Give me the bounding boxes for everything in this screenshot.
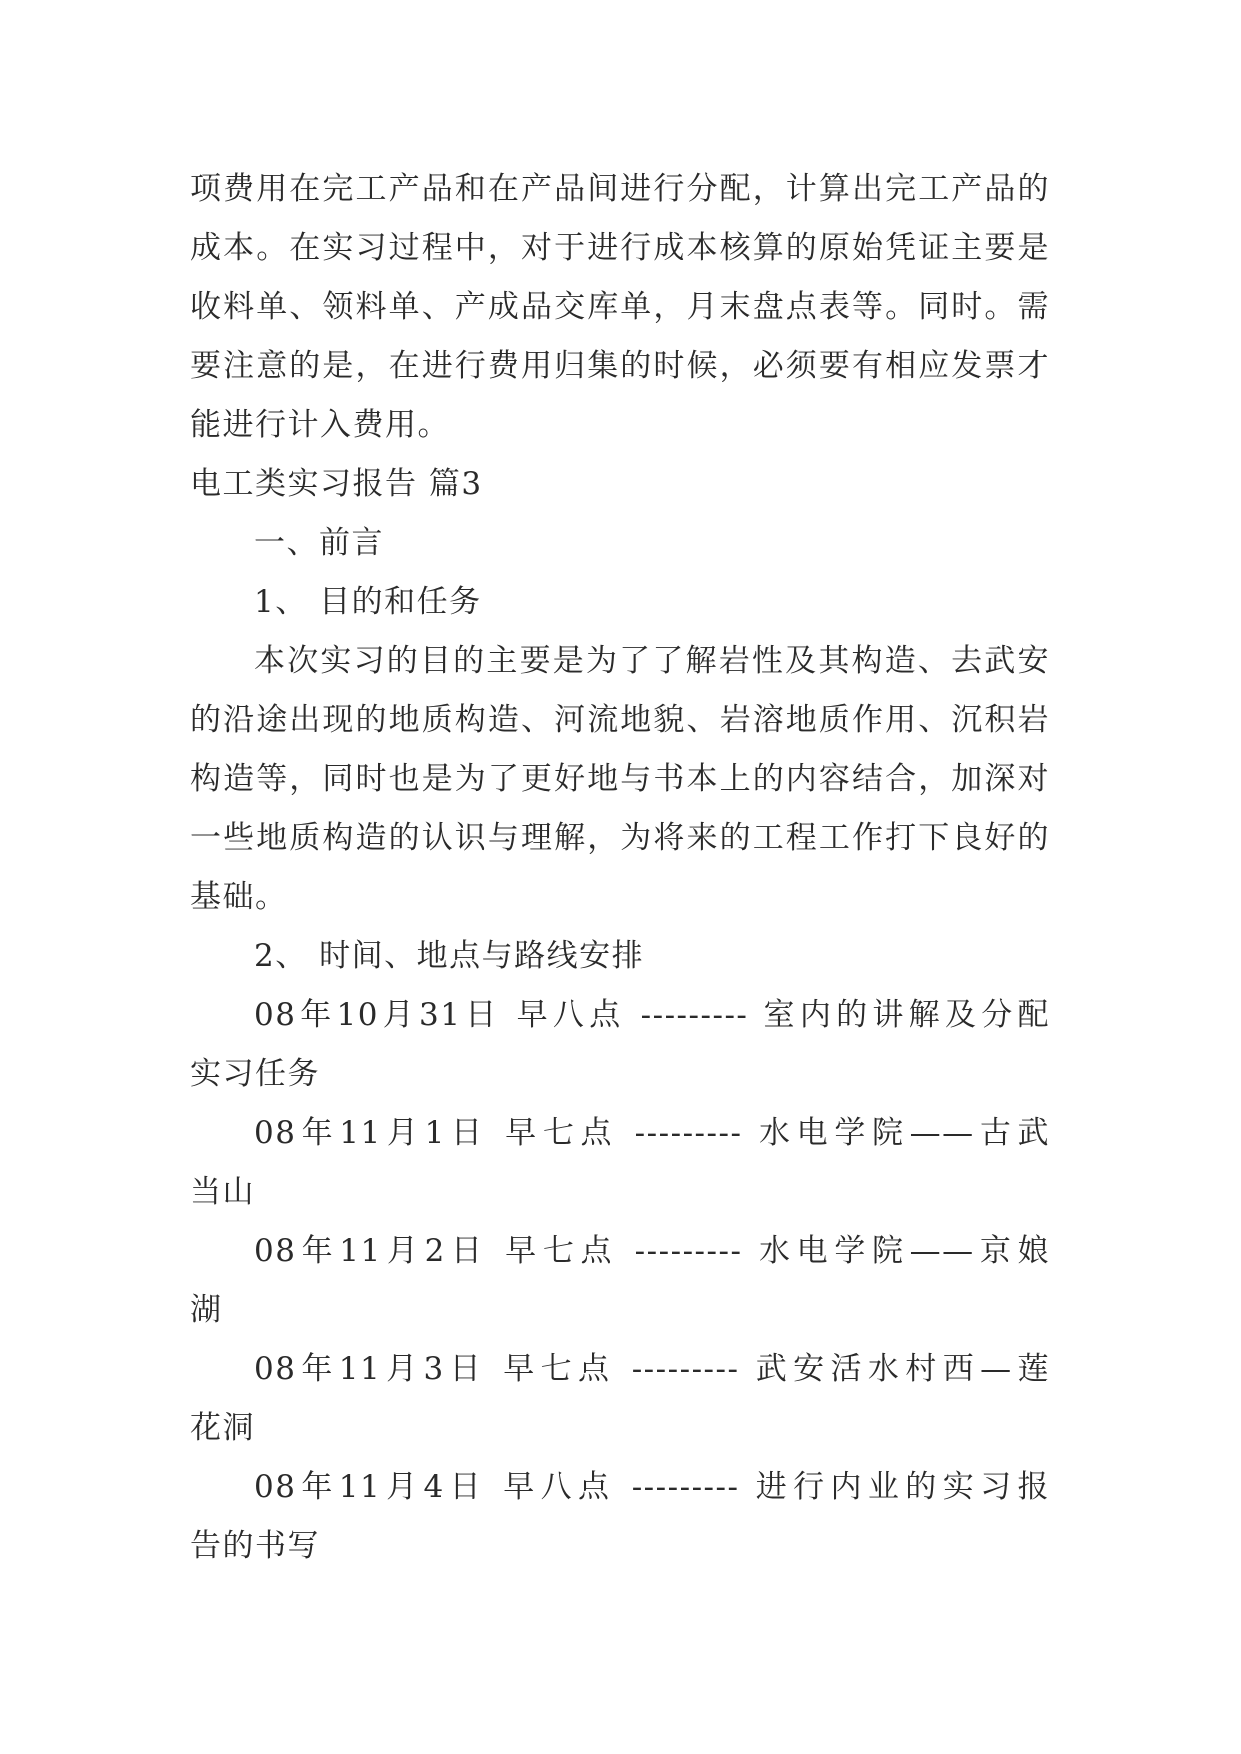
section-title: 电工类实习报告 篇3 — [190, 466, 483, 502]
schedule-line: 08年10月31日 早八点 --------- 室内的讲解及分配 — [254, 997, 1050, 1033]
text-line: 要注意的是，在进行费用归集的时候，必须要有相应发票才 — [190, 348, 1050, 384]
subheading-purpose: 1、 目的和任务 — [254, 584, 482, 620]
text-line: 能进行计入费用。 — [190, 407, 450, 443]
schedule-line-continued: 实习任务 — [190, 1056, 320, 1092]
text-line: 成本。在实习过程中，对于进行成本核算的原始凭证主要是 — [190, 230, 1050, 266]
schedule-line-continued: 湖 — [190, 1292, 223, 1328]
document-body — [190, 160, 1050, 1576]
schedule-line: 08年11月1日 早七点 --------- 水电学院——古武 — [254, 1115, 1050, 1151]
text-line: 收料单、领料单、产成品交库单，月末盘点表等。同时。需 — [190, 289, 1050, 325]
schedule-line-continued: 告的书写 — [190, 1528, 320, 1564]
schedule-line-continued: 花洞 — [190, 1410, 255, 1446]
schedule-item — [190, 986, 1050, 1104]
schedule-item — [190, 1340, 1050, 1458]
purpose-paragraph — [190, 632, 1050, 927]
schedule-list — [190, 986, 1050, 1576]
intro-paragraph — [190, 160, 1050, 455]
schedule-item — [190, 1458, 1050, 1576]
schedule-line: 08年11月2日 早七点 --------- 水电学院——京娘 — [254, 1233, 1050, 1269]
schedule-item — [190, 1104, 1050, 1222]
text-line: 基础。 — [190, 879, 288, 915]
text-line: 的沿途出现的地质构造、河流地貌、岩溶地质作用、沉积岩 — [190, 702, 1050, 738]
schedule-line: 08年11月3日 早七点 --------- 武安活水村西—莲 — [254, 1351, 1050, 1387]
preface-heading: 一、前言 — [254, 525, 384, 561]
schedule-line: 08年11月4日 早八点 --------- 进行内业的实习报 — [254, 1469, 1050, 1505]
text-line: 一些地质构造的认识与理解，为将来的工程工作打下良好的 — [190, 820, 1050, 856]
subheading-schedule: 2、 时间、地点与路线安排 — [254, 938, 645, 974]
text-line: 构造等，同时也是为了更好地与书本上的内容结合，加深对 — [190, 761, 1050, 797]
schedule-item — [190, 1222, 1050, 1340]
text-line: 项费用在完工产品和在产品间进行分配，计算出完工产品的 — [190, 171, 1050, 207]
schedule-line-continued: 当山 — [190, 1174, 255, 1210]
text-line: 本次实习的目的主要是为了了解岩性及其构造、去武安 — [254, 643, 1050, 679]
